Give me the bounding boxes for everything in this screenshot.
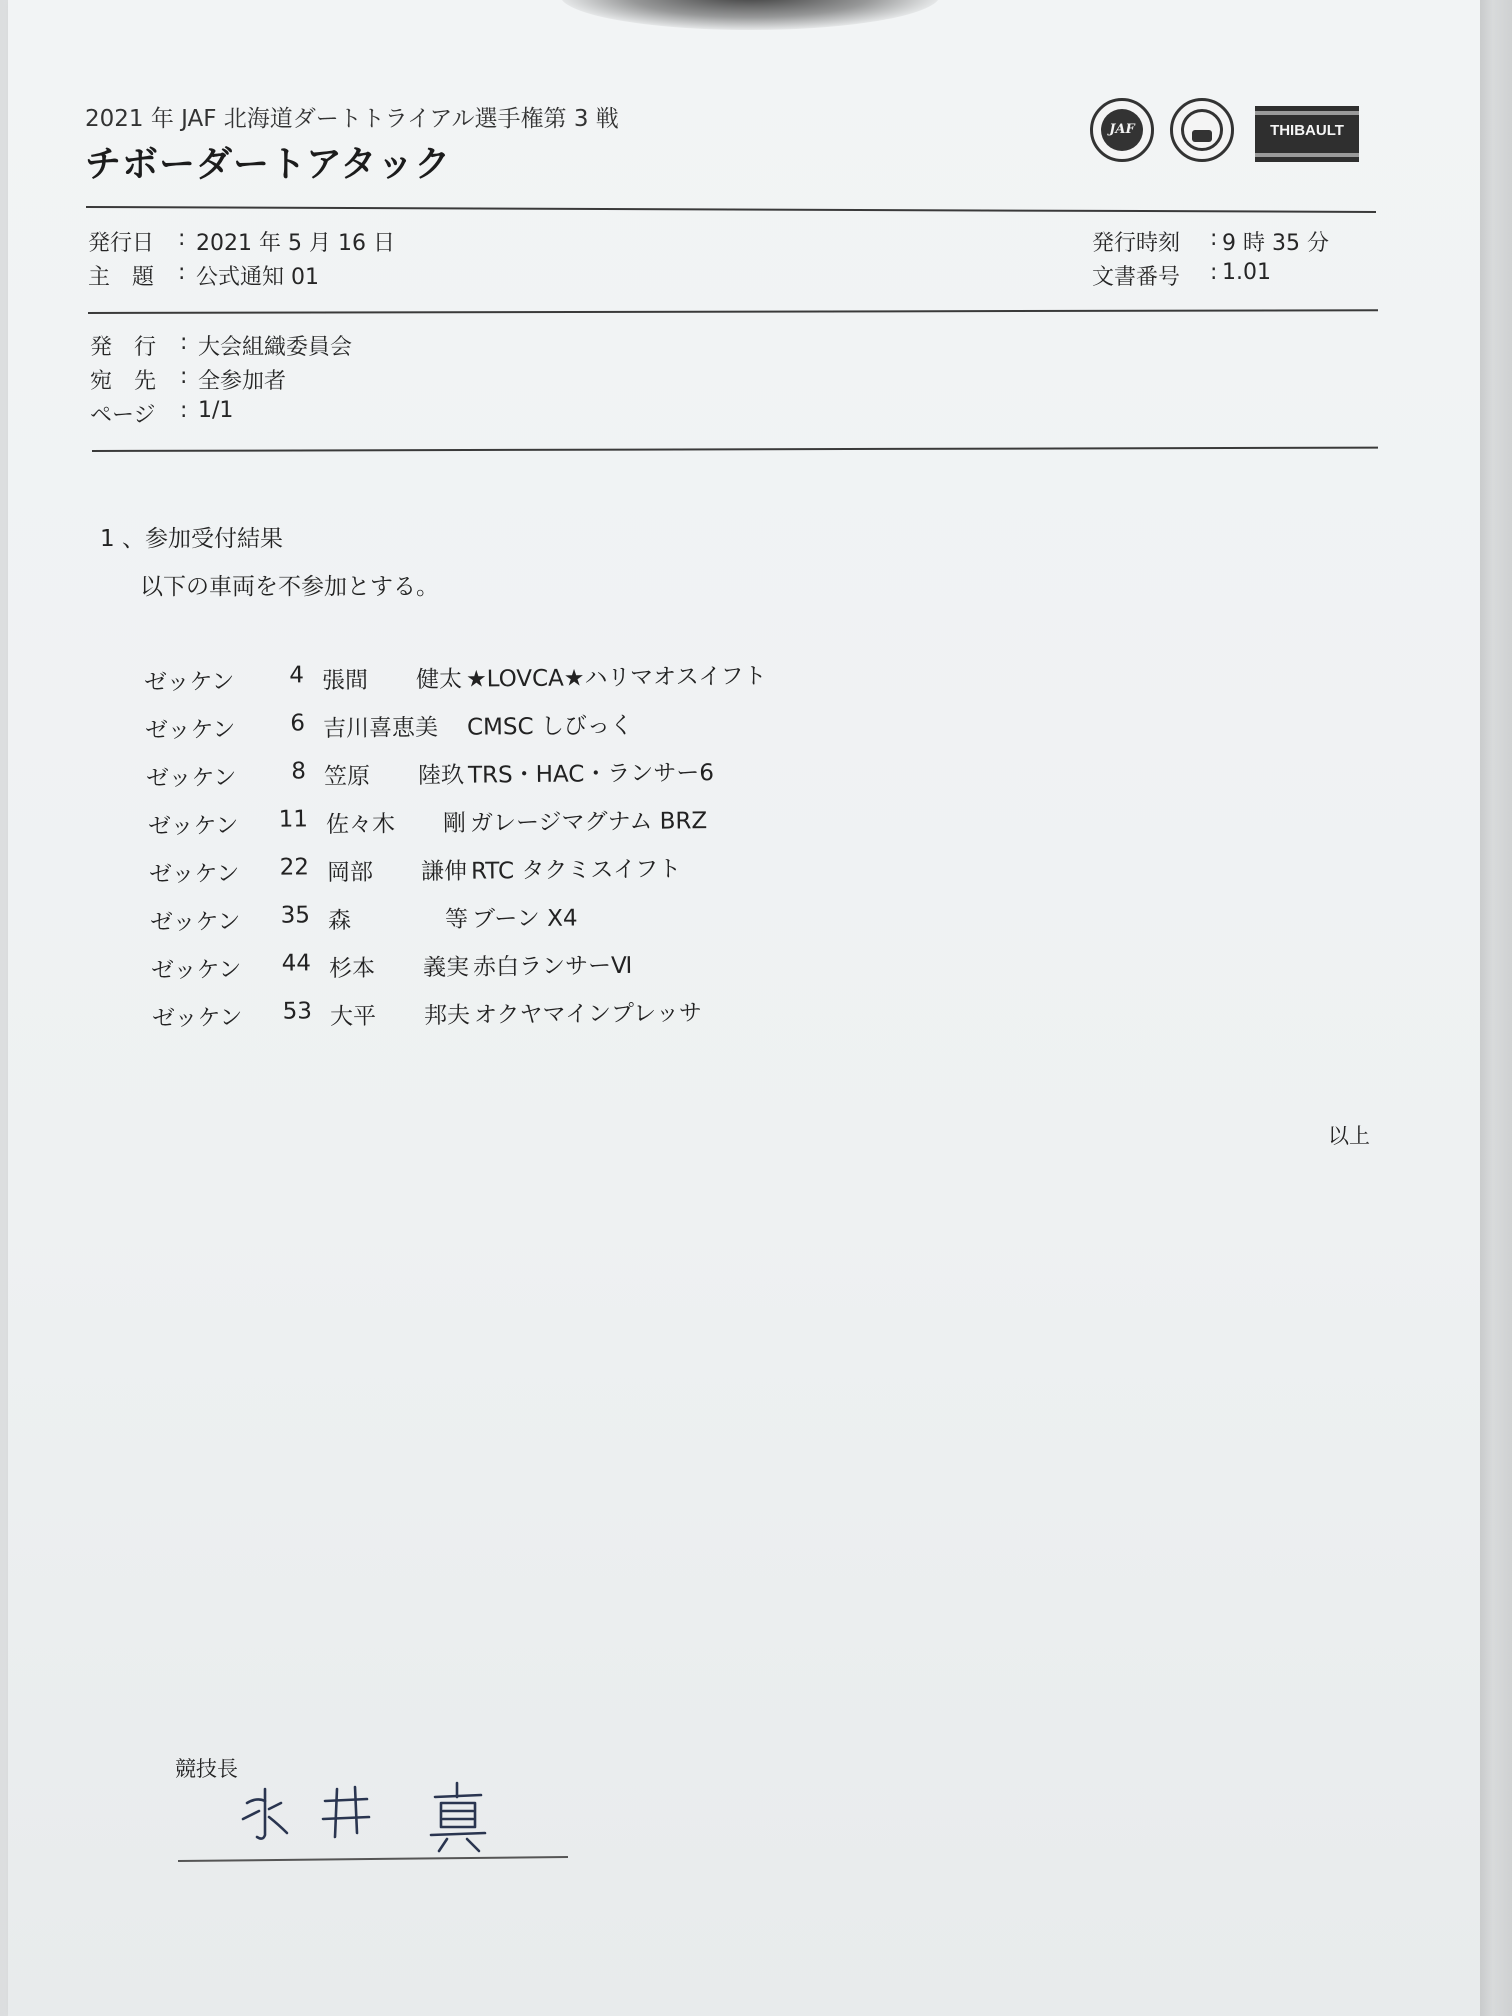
driver-given-name: 謙伸: [420, 858, 467, 886]
entry-number: 22: [279, 854, 309, 881]
driver-name: [328, 901, 468, 935]
driver-surname: 吉川喜恵美: [323, 714, 439, 743]
subject-label: 主 題: [88, 265, 155, 290]
handwritten-signature: [235, 1775, 535, 1855]
driver-name: [330, 997, 470, 1031]
separator: :: [1210, 260, 1218, 285]
driver-given-name: 義実: [423, 954, 470, 982]
entry-label: ゼッケン: [146, 765, 237, 792]
thibault-logo-text: THIBAULT: [1270, 122, 1344, 139]
driver-given-name: 陸玖: [418, 762, 465, 790]
driver-name: [327, 853, 467, 887]
car-name: オクヤマインプレッサ: [474, 1000, 703, 1029]
separator: :: [178, 226, 186, 251]
driver-surname: 笠原: [324, 763, 371, 791]
issue-time-label: 発行時刻: [1092, 231, 1181, 256]
separator: :: [178, 260, 186, 285]
driver-name: [325, 805, 465, 839]
entry-label: ゼッケン: [151, 957, 242, 984]
page-value: 1/1: [198, 398, 234, 423]
page-label: ページ: [90, 403, 156, 428]
section-note: 以下の車両を不参加とする。: [140, 574, 439, 600]
fia-logo: [1170, 98, 1234, 162]
driver-given-name: 邦夫: [424, 1002, 471, 1030]
driver-given-name: 健太: [415, 666, 463, 694]
fia-logo-mark: [1181, 109, 1223, 151]
car-name: 赤白ランサーⅥ: [473, 952, 633, 981]
issue-time-value: 9 時 35 分: [1222, 231, 1329, 256]
driver-name: [323, 709, 463, 743]
entry-label: ゼッケン: [147, 813, 239, 840]
entry-number: 35: [280, 902, 311, 929]
car-name: ★LOVCA★ハリマオスイフト: [465, 663, 767, 693]
entry-number: 8: [291, 758, 307, 785]
driver-given-name: 等: [444, 906, 469, 933]
driver-surname: 佐々木: [325, 811, 395, 839]
entry-label: ゼッケン: [152, 1005, 243, 1032]
driver-name: [329, 949, 469, 983]
doc-number-value: 1.01: [1222, 260, 1271, 285]
logo-stripe: [1255, 111, 1359, 115]
logo-group: [1090, 96, 1360, 166]
driver-surname: 杉本: [329, 955, 376, 983]
section-heading: 1 、参加受付結果: [100, 526, 283, 552]
recipient-value: 全参加者: [198, 369, 287, 394]
entry-number: 6: [290, 710, 306, 737]
driver-name: [324, 757, 464, 791]
doc-number-label: 文書番号: [1092, 265, 1181, 290]
jaf-logo-mark: JAF: [1101, 109, 1143, 151]
page-edge: [1480, 0, 1512, 2016]
issue-date-label: 発行日: [88, 231, 155, 256]
driver-surname: 張間: [321, 667, 369, 695]
entry-number: 11: [278, 806, 308, 833]
separator: :: [1210, 226, 1218, 251]
driver-name: [322, 661, 462, 695]
driver-given-name: 剛: [442, 810, 466, 837]
event-title: チボーダートアタック: [85, 144, 452, 185]
recipient-label: 宛 先: [90, 369, 157, 394]
entry-label: ゼッケン: [149, 909, 241, 936]
driver-surname: 大平: [330, 1003, 377, 1031]
entry-label: ゼッケン: [143, 669, 235, 696]
separator: :: [180, 330, 188, 355]
issuer-value: 大会組織委員会: [198, 335, 353, 360]
entry-number: 44: [281, 950, 312, 977]
driver-surname: 森: [327, 907, 352, 935]
car-name: RTC タクミスイフト: [470, 856, 682, 885]
closing-mark: 以上: [1328, 1124, 1370, 1148]
judge-title: 競技長: [175, 1757, 238, 1781]
separator: :: [180, 364, 188, 389]
entry-label: ゼッケン: [148, 861, 240, 888]
subject-value: 公式通知 01: [196, 265, 319, 290]
separator: :: [180, 398, 188, 423]
event-subtitle: 2021 年 JAF 北海道ダートトライアル選手権第 3 戦: [85, 106, 619, 132]
thibault-logo: [1255, 106, 1359, 162]
logo-stripe: [1255, 153, 1359, 157]
car-name: ブーン X4: [471, 905, 578, 933]
entry-label: ゼッケン: [145, 717, 236, 744]
entry-number: 53: [282, 998, 313, 1025]
car-name: ガレージマグナム BRZ: [469, 808, 707, 837]
jaf-logo: [1090, 98, 1154, 162]
car-name: CMSC しびっく: [467, 712, 634, 741]
issue-date-value: 2021 年 5 月 16 日: [196, 231, 395, 256]
issuer-label: 発 行: [90, 335, 157, 360]
driver-surname: 岡部: [326, 859, 373, 887]
car-name: TRS・HAC・ランサー6: [468, 760, 715, 789]
entry-number: 4: [289, 662, 305, 689]
